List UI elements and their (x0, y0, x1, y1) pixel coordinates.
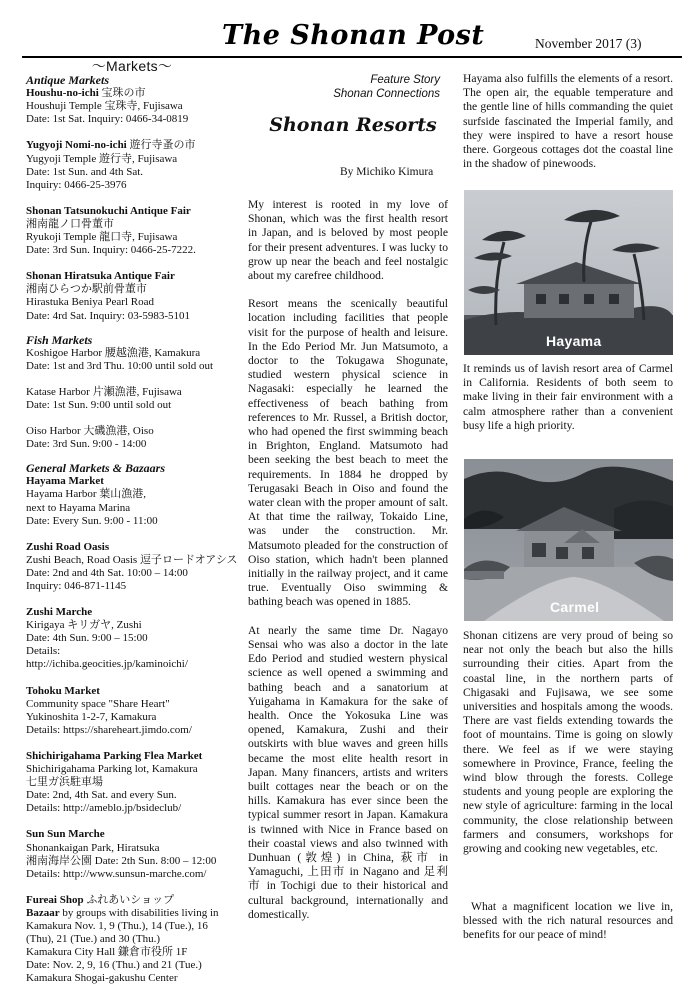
market-name: Tohoku Market (26, 684, 100, 697)
market-location: Oiso Harbor 大磯漁港, Oiso (26, 425, 154, 438)
market-location: Kamakura City Hall 鎌倉市役所 1F (26, 946, 188, 959)
issue-date: November 2017 (3) (535, 36, 642, 51)
market-location: Houshuji Temple 宝珠寺, Fujisawa (26, 100, 183, 113)
market-inquiry: Inquiry: 0466-25-3976 (26, 178, 127, 191)
market-details-label: Details: (26, 645, 61, 658)
market-entry (26, 270, 238, 322)
fish-markets-heading: Fish Markets (26, 332, 93, 347)
bazaar-label: Bazaar (26, 906, 60, 919)
market-inquiry: Inquiry: 046-871-1145 (26, 580, 127, 592)
market-jp-name: 湘南ひらつか駅前骨董市 (26, 283, 147, 296)
antique-markets-heading: Antique Markets (26, 73, 110, 88)
feature-label-line2: Shonan Connections (333, 88, 440, 100)
market-entry (26, 425, 238, 451)
market-name: Zushi Marche (26, 606, 93, 619)
market-name: Hayama Market (26, 475, 104, 488)
market-location: Community space "Share Heart" (26, 697, 170, 710)
market-name: Zushi Road Oasis (26, 540, 110, 553)
market-date: Date: 2nd, 4th Sat. and every Sun. (26, 789, 177, 802)
market-name: Shonan Tatsunokuchi Antique Fair (26, 204, 191, 217)
market-entry (26, 386, 238, 412)
feature-title: Shonan Resorts (269, 114, 437, 136)
market-entry (26, 685, 238, 737)
market-entry (26, 828, 238, 880)
market-location: Kirigaya キリガヤ, Zushi (26, 619, 142, 632)
market-entry (26, 894, 238, 986)
feature-paragraph-right: What a magnificent location we live in, blessed with the rich natural resources and benefits for our peace of mind! (463, 900, 673, 942)
market-date: Date: 1st and 3rd Thu. 10:00 until sold out (26, 359, 214, 372)
markets-heading: 〜Markets〜 (91, 58, 173, 74)
feature-paragraph-right: Shonan citizens are very proud of being so near not only the beach but also the hills surrounding their cities. Apart from the coastal line, in the northern parts of Chigasaki and Fujisawa, we see some universities and hospitals among the woods. There are vast fields extending towards the foot of mountains. Time is going on slowly there. We feel as if we were staying somewhere in Province, France, feeling the wind blow through the forests. College students and young people are exploring the new style of agriculture: farming in the local community, the close relationship between farmers and consumers, workshops for growing and cooking new vegetables, etc. (463, 629, 673, 856)
market-date: Date: Every Sun. 9:00 - 11:00 (26, 514, 158, 527)
market-entry (26, 139, 238, 191)
market-entry (26, 606, 238, 671)
feature-label (315, 73, 440, 101)
market-date: Date: 4rd Sat. Inquiry: 03-5983-5101 (26, 309, 191, 322)
market-location: Katase Harbor 片瀬漁港, Fujisawa (26, 385, 182, 398)
feature-label-line1: Feature Story (370, 74, 440, 86)
market-details-link[interactable]: http://ichiba.geocities.jp/kaminoichi/ (26, 658, 188, 671)
feature-paragraph-right: Hayama also fulfills the elements of a resort. The open air, the equable temperature and the gentle line of hills commanding the quiet surfside fascinated the Imperial family, and they were inspired to have a resort house there. Gorgeous cottages dot the coastal line in the shadow of pinewoods. (463, 72, 673, 171)
market-entry (26, 87, 238, 126)
market-jp-name: 七里ガ浜駐車場 (26, 776, 103, 789)
market-date: Date: 1st Sun. and 4th Sat. (26, 165, 144, 178)
market-location-detail: Yukinoshita 1-2-7, Kamakura (26, 710, 157, 723)
feature-body-column (248, 198, 448, 936)
market-location: Koshigoe Harbor 腰越漁港, Kamakura (26, 346, 201, 359)
feature-paragraph: At nearly the same time Dr. Nagayo Sensai who was also a doctor in the late Edo Period and studied western physical science as well opened a swimming and bathing beach and a sanatorium at Yuigahama in Kamakura for the sake of health. Once the Yokosuka Line was opened, Kamakura, Zushi and their outskirts with blue waves and green hills became the most elite health resort in Japan. Many financers, artists and writers built cottages near the beach or on the hills. Kamakura has ever since been the typical summer resort in Japan. Kamakura is twinned with Nice in France based on their coastal views and also twinned with Dunhuan (敦煌) in China, 萩市 in Yamaguchi, 上田市 in Nagano and 足利市 in Tochigi due to their historical and cultural background, internationally and domestically. (248, 623, 448, 921)
market-location: Zushi Beach, Road Oasis 逗子ロードオアシス (26, 553, 238, 566)
market-location-detail: Kamakura Shogai-gakushu Center (26, 972, 178, 985)
market-entry (26, 475, 238, 527)
market-details-link[interactable]: Details: https://shareheart.jimdo.com/ (26, 723, 192, 736)
feature-paragraph: Resort means the scenically beautiful location including facilities that people visit for the purpose of health and leisure. In the Edo Period Mr. Jun Matsumoto, a doctor to the Tokugawa Shogunate, studied western physical science in Nagasaki: especially he learned the effectiveness of beach bathing from references to Mr. Russel, a British doctor, who had opened the first swimming beach in Brighton, England. Matsumoto had been seeking the best beach to meet the requirements. In 1884 he dropped by Terugasaki Beach in Oiso and found the water clean with the proper amount of salt. At that time the railway, Tokaido Line, was under the construction. Mr. Matsumoto pleaded for the construction of Oiso station, which hadn't been planned initially in the railway project, and it came true. Eventually Oiso swimming & bathing beach was opened in 1885. (248, 297, 448, 609)
market-location: Shichirigahama Parking lot, Kamakura (26, 763, 198, 776)
markets-column (26, 60, 238, 990)
hayama-photo (464, 190, 673, 355)
market-details-link[interactable]: Details: http://www.sunsun-marche.com/ (26, 867, 207, 880)
market-name: Sun Sun Marche (26, 828, 105, 841)
photo-caption-carmel: Carmel (550, 599, 600, 615)
photo-caption-hayama: Hayama (546, 333, 602, 349)
market-description: by groups with disabilities living in Kamakura Nov. 1, 9 (Thu.), 14 (Tue.), 16 (Thu), 21 (Tue.) and 30 (Thu.) (26, 906, 219, 946)
market-jp-name: 遊行寺蚤の市 (129, 139, 196, 152)
market-name: Shonan Hiratsuka Antique Fair (26, 270, 175, 283)
market-location: Hirastuka Beniya Pearl Road (26, 296, 154, 309)
market-date: 湘南海岸公園 Date: 2th Sun. 8:00 – 12:00 (26, 854, 217, 867)
market-entry (26, 750, 238, 815)
market-jp-name: ふれあいショップ (86, 893, 175, 906)
market-location: Ryukoji Temple 龍口寺, Fujisawa (26, 231, 178, 244)
feature-paragraph: My interest is rooted in my love of Shonan, which was the first health resort in Japan, and is beloved by most people for their present adventures. I was lucky to grow up near the beach and feel nostalgic about my carefree childhood. (248, 198, 448, 283)
market-date: Date: 1st Sat. Inquiry: 0466-34-0819 (26, 113, 189, 126)
market-jp-name: 湘南龍ノ口骨董市 (26, 217, 114, 230)
market-location: Hayama Harbor 葉山漁港, (26, 488, 147, 501)
masthead-title: The Shonan Post (222, 20, 485, 51)
market-name: Yugyoji Nomi-no-ichi (26, 139, 127, 152)
market-details-link[interactable]: Details: http://ameblo.jp/bsideclub/ (26, 802, 182, 815)
market-entry (26, 205, 238, 257)
market-entry (26, 541, 238, 593)
byline: By Michiko Kimura (340, 166, 434, 178)
carmel-photo (464, 459, 673, 621)
market-location-detail: next to Hayama Marina (26, 501, 131, 514)
market-date: Date: 2nd and 4th Sat. 10:00 – 14:00 (26, 566, 188, 579)
market-date: Date: 1st Sun. 9:00 until sold out (26, 398, 172, 411)
market-jp-name: 宝珠の市 (101, 87, 146, 100)
market-name: Shichirigahama Parking Flea Market (26, 749, 203, 762)
market-name: Fureai Shop (26, 893, 84, 906)
market-name: Houshu-no-ichi (26, 87, 99, 100)
market-location: Yugyoji Temple 遊行寺, Fujisawa (26, 152, 178, 165)
market-date: Date: Nov. 2, 9, 16 (Thu.) and 21 (Tue.) (26, 959, 202, 972)
market-location: Shonankaigan Park, Hiratsuka (26, 841, 160, 854)
market-date: Date: 3rd Sun. 9:00 - 14:00 (26, 438, 147, 451)
market-date: Date: 4th Sun. 9:00 – 15:00 (26, 632, 148, 645)
general-markets-heading: General Markets & Bazaars (26, 461, 166, 476)
market-entry (26, 347, 238, 373)
market-date: Date: 3rd Sun. Inquiry: 0466-25-7222. (26, 244, 196, 257)
feature-paragraph-right: It reminds us of lavish resort area of Carmel in California. Residents of both seem to make living in their fair environment with a calm atmosphere rather than a convenient busy life a high priority. (463, 362, 673, 432)
